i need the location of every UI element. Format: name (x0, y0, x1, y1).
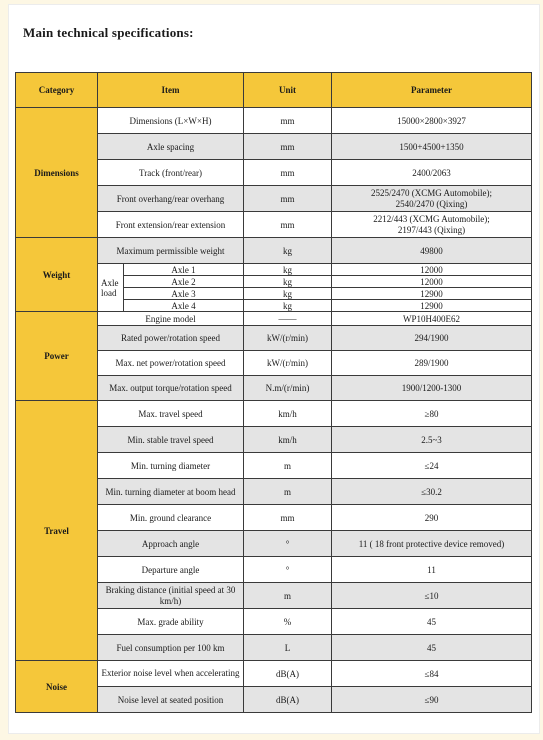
param-cell: 45 (332, 635, 532, 661)
axle-load-label: Axle load (98, 264, 124, 312)
item-cell: Front extension/rear extension (98, 212, 244, 238)
unit-cell: mm (244, 505, 332, 531)
unit-cell: ° (244, 531, 332, 557)
item-cell: Departure angle (98, 557, 244, 583)
item-cell: Fuel consumption per 100 km (98, 635, 244, 661)
param-cell: ≤30.2 (332, 479, 532, 505)
unit-cell: % (244, 609, 332, 635)
unit-cell: mm (244, 186, 332, 212)
header-item: Item (98, 73, 244, 108)
unit-cell: kg (244, 288, 332, 300)
item-cell: Max. grade ability (98, 609, 244, 635)
param-cell: 289/1900 (332, 351, 532, 376)
category-noise: Noise (16, 661, 98, 713)
item-cell: Rated power/rotation speed (98, 326, 244, 351)
unit-cell: dB(A) (244, 661, 332, 687)
item-cell: Dimensions (L×W×H) (98, 108, 244, 134)
page-title: Main technical specifications: (23, 25, 194, 40)
table-row (16, 312, 532, 326)
item-cell: Maximum permissible weight (98, 238, 244, 264)
unit-cell: mm (244, 160, 332, 186)
unit-cell: km/h (244, 427, 332, 453)
header-category: Category (16, 73, 98, 108)
unit-cell: mm (244, 212, 332, 238)
unit-cell: kg (244, 238, 332, 264)
item-cell: Max. output torque/rotation speed (98, 376, 244, 401)
param-cell: 12000 (332, 264, 532, 276)
unit-cell: km/h (244, 401, 332, 427)
unit-cell: m (244, 479, 332, 505)
unit-cell: —— (244, 312, 332, 326)
category-power: Power (16, 312, 98, 401)
param-cell: 11 (332, 557, 532, 583)
param-cell: 12900 (332, 288, 532, 300)
item-cell: Min. turning diameter (98, 453, 244, 479)
param-cell: 49800 (332, 238, 532, 264)
param-cell: ≤10 (332, 583, 532, 609)
table-row (16, 238, 532, 264)
header-row (16, 73, 532, 108)
unit-cell: m (244, 583, 332, 609)
item-cell: Axle 2 (124, 276, 244, 288)
unit-cell: L (244, 635, 332, 661)
param-cell: WP10H400E62 (332, 312, 532, 326)
item-cell: Axle 1 (124, 264, 244, 276)
param-cell: ≤90 (332, 687, 532, 713)
item-cell: Noise level at seated position (98, 687, 244, 713)
param-cell: ≥80 (332, 401, 532, 427)
item-cell: Min. stable travel speed (98, 427, 244, 453)
category-weight: Weight (16, 238, 98, 312)
spec-table (15, 72, 532, 713)
param-cell: 11 ( 18 front protective device removed) (332, 531, 532, 557)
item-cell: Engine model (98, 312, 244, 326)
param-cell: 2.5~3 (332, 427, 532, 453)
unit-cell: m (244, 453, 332, 479)
param-cell: 12000 (332, 276, 532, 288)
item-cell: Min. turning diameter at boom head (98, 479, 244, 505)
item-cell: Track (front/rear) (98, 160, 244, 186)
unit-cell: kW/(r/min) (244, 351, 332, 376)
item-cell: Front overhang/rear overhang (98, 186, 244, 212)
header-parameter: Parameter (332, 73, 532, 108)
param-cell: 2400/2063 (332, 160, 532, 186)
item-cell: Max. travel speed (98, 401, 244, 427)
header-unit: Unit (244, 73, 332, 108)
item-cell: Min. ground clearance (98, 505, 244, 531)
item-cell: Approach angle (98, 531, 244, 557)
unit-cell: kW/(r/min) (244, 326, 332, 351)
spec-page (8, 4, 540, 734)
param-cell: 1900/1200-1300 (332, 376, 532, 401)
param-cell: 1500+4500+1350 (332, 134, 532, 160)
unit-cell: N.m/(r/min) (244, 376, 332, 401)
param-cell: 12900 (332, 300, 532, 312)
param-cell: 2525/2470 (XCMG Automobile); 2540/2470 (Qixing) (332, 186, 532, 212)
param-cell: 45 (332, 609, 532, 635)
item-cell: Axle spacing (98, 134, 244, 160)
param-cell: ≤24 (332, 453, 532, 479)
item-cell: Axle 3 (124, 288, 244, 300)
item-cell: Exterior noise level when accelerating (98, 661, 244, 687)
param-cell: 294/1900 (332, 326, 532, 351)
item-cell: Max. net power/rotation speed (98, 351, 244, 376)
table-row (16, 401, 532, 427)
category-travel: Travel (16, 401, 98, 661)
param-cell: 15000×2800×3927 (332, 108, 532, 134)
item-cell: Braking distance (initial speed at 30 km/h) (98, 583, 244, 609)
table-row (16, 108, 532, 134)
unit-cell: mm (244, 108, 332, 134)
unit-cell: mm (244, 134, 332, 160)
unit-cell: kg (244, 264, 332, 276)
table-row (16, 661, 532, 687)
unit-cell: kg (244, 300, 332, 312)
param-cell: 2212/443 (XCMG Automobile); 2197/443 (Qixing) (332, 212, 532, 238)
param-cell: ≤84 (332, 661, 532, 687)
item-cell: Axle 4 (124, 300, 244, 312)
param-cell: 290 (332, 505, 532, 531)
unit-cell: kg (244, 276, 332, 288)
category-dimensions: Dimensions (16, 108, 98, 238)
unit-cell: ° (244, 557, 332, 583)
unit-cell: dB(A) (244, 687, 332, 713)
